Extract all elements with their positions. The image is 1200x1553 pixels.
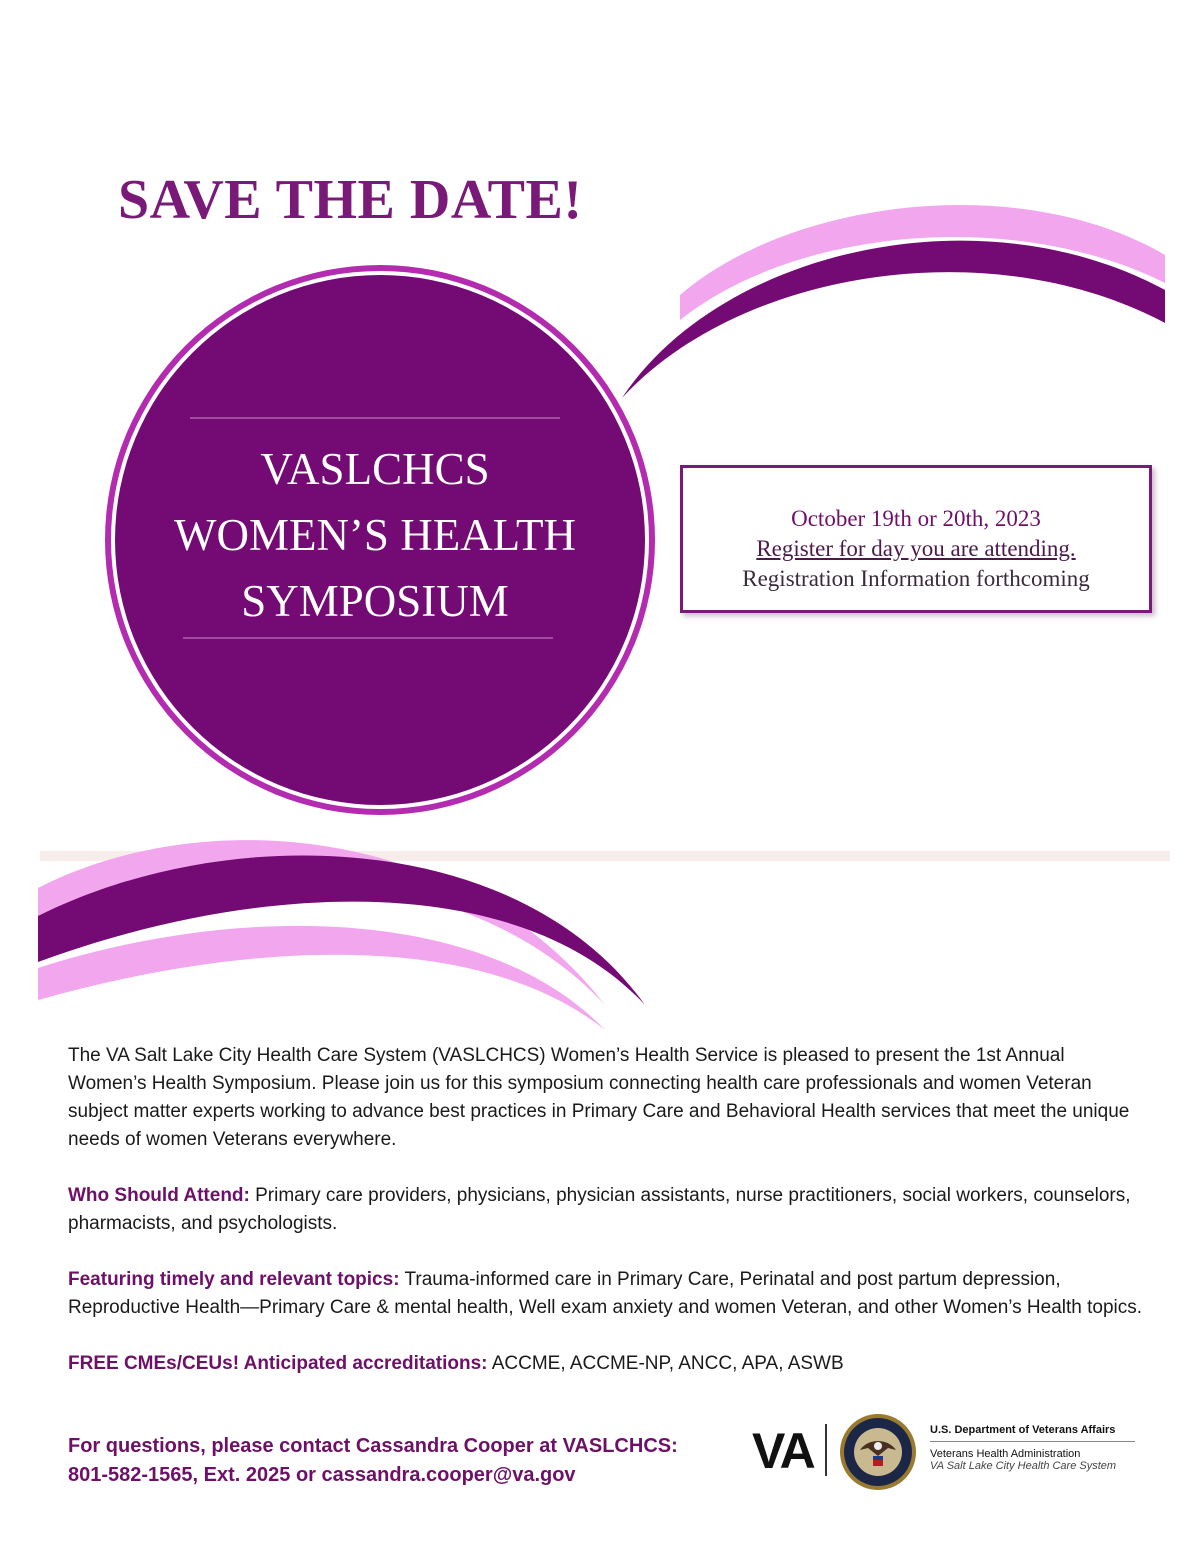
credits-label: FREE CMEs/CEUs! Anticipated accreditations:	[68, 1353, 488, 1374]
body-text	[68, 1042, 1148, 1406]
upper-purple-swoosh	[622, 241, 1165, 398]
va-logo: VA	[752, 1423, 814, 1479]
credits-text: ACCME, ACCME-NP, ANCC, APA, ASWB	[487, 1353, 844, 1374]
topics-label: Featuring timely and relevant topics:	[68, 1269, 400, 1290]
va-seal-icon	[838, 1412, 918, 1492]
event-date: October 19th or 20th, 2023	[791, 506, 1041, 531]
lower-pink-swoosh-2	[38, 926, 605, 1030]
contact-line-1: For questions, please contact Cassandra Cooper at VASLCHCS:	[68, 1435, 678, 1457]
registration-info: Registration Information forthcoming	[742, 566, 1090, 591]
register-link[interactable]: Register for day you are attending.	[756, 536, 1076, 561]
attend-label: Who Should Attend:	[68, 1185, 250, 1206]
event-title-line-2: WOMEN’S HEALTH	[173, 510, 577, 560]
page-title: SAVE THE DATE!	[118, 169, 583, 231]
department-name: U.S. Department of Veterans Affairs	[930, 1424, 1135, 1442]
contact-info	[68, 1432, 678, 1490]
intro-paragraph: The VA Salt Lake City Health Care System (VASLCHCS) Women’s Health Service is pleased to present the 1st Annual Women’s Health Symposium. Please join us for this symposium connecting health care professionals and women Veteran subject matter experts working to advance best practices in Primary Care and Behavioral Health services that meet the unique needs of women Veterans everywhere.	[68, 1045, 1130, 1150]
attend-text: Primary care providers, physicians, physician assistants, nurse practitioners, social workers, counselors, pharmacists, and psychologists.	[68, 1185, 1131, 1234]
topics-paragraph	[68, 1266, 1148, 1322]
topics-text: Trauma-informed care in Primary Care, Perinatal and post partum depression, Reproductive Health—Primary Care & mental health, Well exam anxiety and women Veteran, and other Women’s Health topics.	[68, 1269, 1143, 1318]
event-title	[140, 436, 610, 634]
attend-paragraph	[68, 1182, 1148, 1238]
administration-name: Veterans Health Administration	[930, 1448, 1081, 1460]
event-title-line-1: VASLCHCS	[260, 444, 490, 494]
system-name: VA Salt Lake City Health Care System	[930, 1460, 1117, 1472]
date-box	[680, 465, 1152, 613]
logo-separator	[825, 1424, 827, 1476]
contact-line-2: 801-582-1565, Ext. 2025 or cassandra.cooper@va.gov	[68, 1464, 576, 1486]
credits-paragraph	[68, 1350, 1148, 1378]
event-title-line-3: SYMPOSIUM	[241, 576, 509, 626]
department-info	[930, 1424, 1135, 1472]
